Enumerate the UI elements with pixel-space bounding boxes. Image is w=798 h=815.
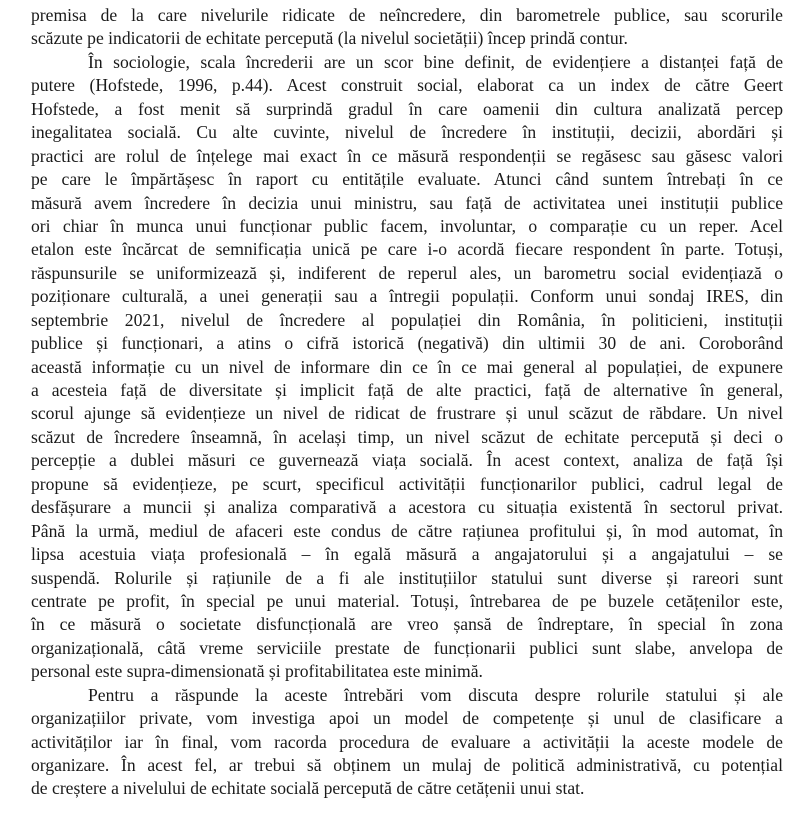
text-line: inegalitatea socială. Cu alte cuvinte, nivelul de încredere în instituții, decizii, abordări și — [31, 122, 783, 143]
text-line: septembrie 2021, nivelul de încredere al populației din România, în politicieni, instituții — [31, 309, 783, 330]
text-line: Hofstede, a fost menit să surprindă gradul în care oamenii din cultura analizată percep — [31, 98, 783, 119]
text-line: a acesteia față de diversitate și implicit față de alte practici, față de alternative în general, — [31, 380, 783, 400]
text-line: practici are rolul de înțelege mai exact în ce măsură respondenții se regăsesc sau găsesc valori — [31, 145, 783, 166]
paragraph-1 — [31, 4, 783, 51]
text-line: măsură avem încredere în decizia unui ministru, sau față de activitatea unei instituții publice — [31, 192, 783, 213]
text-line: lipsa acestuia viața profesională – în egală măsură a angajatorului și a angajatului – se — [31, 544, 783, 565]
text-line: Pentru a răspunde la aceste întrebări vom discuta despre rolurile statului și ale — [88, 684, 783, 705]
text-line: scăzut de încredere înseamnă, în același timp, un nivel scăzut de echitate percepută și deci o — [31, 426, 783, 447]
text-line: organizare. În acest fel, ar trebui să obținem un mulaj de politică administrativă, cu potențial — [31, 755, 783, 775]
text-line: organizațiilor private, vom investiga apoi un model de competențe și unul de clasificare a — [31, 708, 783, 729]
text-line: propune să evidențieze, pe scurt, specificul activității funcționarilor publici, cadrul legal de — [31, 473, 783, 494]
text-line: etalon este încărcat de semnificația unică pe care i-o acordă fiecare respondent în parte. Totuși, — [31, 239, 783, 260]
text-line: de creștere a nivelului de echitate socială percepută de către cetățenii unui stat. — [31, 778, 585, 799]
text-line: pe care le împărtășesc în raport cu entitățile evaluate. Atunci când suntem întrebați în ce — [31, 169, 783, 190]
text-line: răspunsurile se uniformizează și, indiferent de reperul ales, un barometru social evidențiază o — [31, 262, 783, 283]
paragraph-2 — [31, 51, 783, 684]
text-line: În sociologie, scala încrederii are un scor bine definit, de evidențiere a distanței față de — [88, 51, 783, 72]
text-line: ori chiar în munca unui funcționar public facem, involuntar, o comparație cu un reper. Acel — [31, 215, 783, 236]
text-line: scăzute pe indicatorii de echitate percepută (la nivelul societății) încep prindă contur. — [31, 28, 628, 49]
text-line: percepție a dublei măsuri ce guvernează viața socială. În acest context, analiza de față își — [31, 450, 783, 471]
text-line: scorul ajunge să evidențieze un nivel de ridicat de frustrare și unul scăzut de răbdare. Un nivel — [31, 403, 783, 424]
text-line: în ce măsură o societate disfuncțională are vreo șansă de îndreptare, în special în zona — [31, 614, 783, 635]
text-line: centrate pe profit, în special pe unui material. Totuși, întrebarea de pe buzele cetățenilor este, — [31, 590, 783, 611]
text-line: desfășurare a muncii și analiza comparativă a acestora cu situația existentă în sectorul privat. — [31, 497, 783, 518]
text-line: suspendă. Rolurile și rațiunile de a fi ale instituțiilor statului sunt diverse și rareori sunt — [31, 567, 783, 588]
text-line: personal este supra-dimensionată și profitabilitatea este minimă. — [31, 661, 483, 682]
text-line: premisa de la care nivelurile ridicate de neîncredere, din barometrele publice, sau scorurile — [31, 5, 783, 25]
text-line: poziționare culturală, a unei generații sau a întregii populații. Conform unui sondaj IRES, din — [31, 286, 783, 307]
text-line: activităților iar în final, vom racorda procedura de evaluare a activității la aceste modele de — [31, 731, 783, 752]
text-line: organizațională, câtă vreme serviciile prestate de funcționarii publici sunt slabe, anvelopa de — [31, 637, 783, 658]
text-line: Până la urmă, mediul de afaceri este condus de către rațiunea profitului și, în mod automat, în — [31, 520, 783, 541]
text-line: putere (Hofstede, 1996, p.44). Acest construit social, elaborat ca un index de către Geert — [31, 75, 783, 96]
text-line: această informație cu un nivel de informare din ce în ce mai general al populației, de expunere — [31, 356, 783, 377]
document-page — [31, 4, 783, 801]
paragraph-3 — [31, 684, 783, 801]
text-line: publice și funcționari, a atins o cifră istorică (negativă) din ultimii 30 de ani. Coroborând — [31, 333, 783, 354]
